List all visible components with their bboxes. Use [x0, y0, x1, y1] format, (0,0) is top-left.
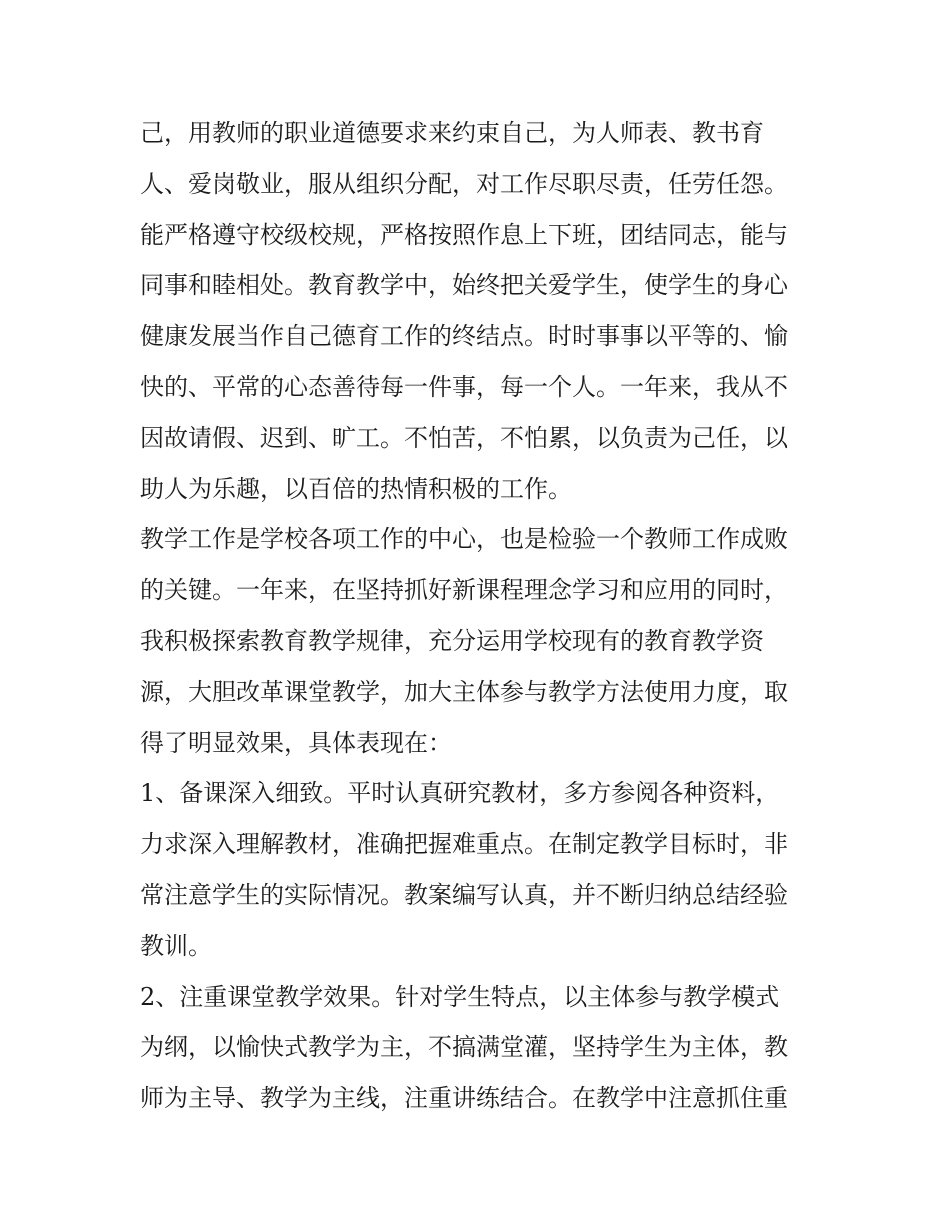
text-line: 己，用教师的职业道德要求来约束自己，为人师表、教书育 — [140, 119, 764, 147]
text-line: 源，大胆改革课堂教学，加大主体参与教学方法使用力度，取 — [140, 677, 788, 706]
text-line: 师为主导、教学为主线，注重讲练结合。在教学中注意抓住重 — [140, 1084, 788, 1113]
text-line: 1、备课深入细致。平时认真研究教材，多方参阅各种资料， — [140, 779, 780, 808]
text-line: 快的、平常的心态善待每一件事，每一个人。一年来，我从不 — [140, 372, 788, 401]
text-line: 能严格遵守校级校规，严格按照作息上下班，团结同志，能与 — [140, 220, 788, 249]
text-line: 健康发展当作自己德育工作的终结点。时时事事以平等的、愉 — [140, 322, 788, 351]
text-line: 得了明显效果，具体表现在： — [140, 728, 452, 757]
text-line: 助人为乐趣，以百倍的热情积极的工作。 — [140, 474, 572, 503]
text-line: 2、注重课堂教学效果。针对学生特点，以主体参与教学模式 — [140, 982, 780, 1011]
text-line: 力求深入理解教材，准确把握难重点。在制定教学目标时，非 — [140, 830, 788, 859]
text-line: 常注意学生的实际情况。教案编写认真，并不断归纳总结经验 — [140, 880, 788, 909]
text-line: 人、爱岗敬业，服从组织分配，对工作尽职尽责，任劳任怨。 — [140, 169, 788, 198]
text-line: 教学工作是学校各项工作的中心，也是检验一个教师工作成败 — [140, 525, 788, 554]
text-line: 我积极探索教育教学规律，充分运用学校现有的教育教学资 — [140, 626, 764, 655]
text-line: 的关键。一年来，在坚持抓好新课程理念学习和应用的同时， — [140, 576, 788, 605]
text-line: 因故请假、迟到、旷工。不怕苦，不怕累，以负责为己任，以 — [140, 423, 788, 452]
text-line: 同事和睦相处。教育教学中，始终把关爱学生，使学生的身心 — [140, 271, 788, 300]
text-line: 教训。 — [140, 931, 212, 960]
text-line: 为纲，以愉快式教学为主，不搞满堂灌，坚持学生为主体，教 — [140, 1033, 788, 1062]
document-body — [140, 108, 820, 1124]
